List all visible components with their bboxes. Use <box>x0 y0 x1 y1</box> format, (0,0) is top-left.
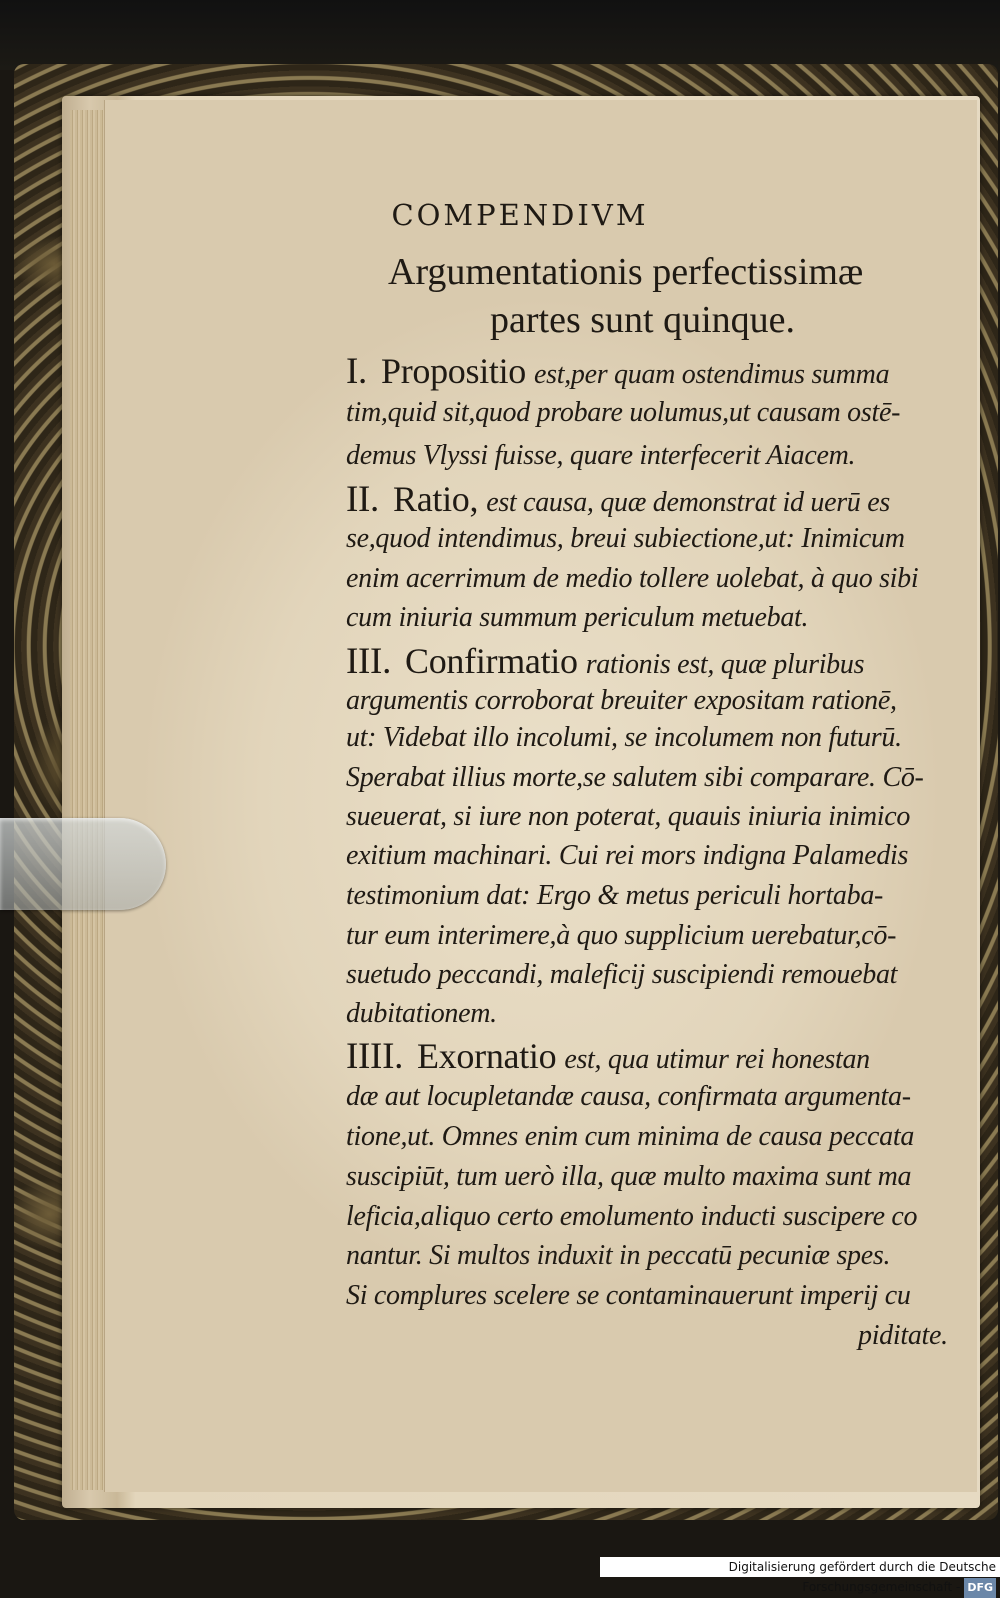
line-text: leficia,aliquo certo emolumento inducti suscipere co <box>346 1201 918 1232</box>
background-shadow <box>0 0 1000 70</box>
line-text: enim acerrimum de medio tollere uolebat, à quo sibi <box>346 563 919 594</box>
text-line <box>346 350 889 393</box>
section-number: III. <box>346 641 392 682</box>
section-term: Exornatio <box>417 1036 557 1076</box>
text-line <box>346 1035 870 1078</box>
line-text: dubitationem. <box>346 998 497 1029</box>
section-term: Confirmatio <box>405 641 578 681</box>
line-text: Sperabat illius morte,se salutem sibi comparare. Cō- <box>346 762 924 793</box>
text-line <box>346 920 896 952</box>
line-text: est, qua utimur rei honestan <box>564 1044 870 1075</box>
dfg-logo: DFG <box>964 1578 996 1598</box>
bookmark-tab <box>0 818 166 910</box>
page-edges <box>70 110 104 1490</box>
text-line <box>346 1280 911 1312</box>
text-line <box>346 563 918 595</box>
text-line <box>346 762 924 794</box>
text-line <box>346 801 910 833</box>
line-text: ut: Videbat illo incolumi, se incolumem non futurū. <box>346 722 902 753</box>
line-text: est,per quam ostendimus summa <box>534 359 890 390</box>
line-text: se,quod intendimus, breui subiectione,ut: Inimicum <box>346 523 905 554</box>
line-text: est causa, quæ demonstrat id uerū es <box>486 487 890 518</box>
line-text: testimonium dat: Ergo & metus periculi hortaba- <box>346 880 884 911</box>
digitization-footer <box>600 1557 1000 1594</box>
text-line <box>346 998 497 1030</box>
line-text: dæ aut locupletandæ causa, confirmata argumenta- <box>346 1081 911 1112</box>
text-line <box>346 959 897 991</box>
line-text: sueuerat, si iure non poterat, quauis iniuria inimico <box>346 801 911 832</box>
text-line <box>858 1320 948 1352</box>
text-line <box>346 722 902 754</box>
line-text: exitium machinari. Cui rei mors indigna Palamedis <box>346 840 909 871</box>
text-line <box>346 478 890 521</box>
text-line <box>346 1081 911 1113</box>
text-line <box>346 1161 911 1193</box>
section-number: IIII. <box>346 1036 404 1077</box>
text-line <box>346 1201 917 1233</box>
line-text: Si complures scelere se contaminauerunt imperij cu <box>346 1280 911 1311</box>
section-number: II. <box>346 479 379 520</box>
text-line <box>346 1240 890 1272</box>
footer-text: Digitalisierung gefördert durch die Deutsche Forschungsgemeinschaft - <box>728 1560 996 1594</box>
text-line <box>346 1121 914 1153</box>
line-text: rationis est, quæ pluribus <box>585 649 865 680</box>
running-header: COMPENDIVM <box>391 198 649 232</box>
line-text: nantur. Si multos induxit in peccatū pecuniæ spes. <box>346 1240 891 1271</box>
line-text: tione,ut. Omnes enim cum minima de causa peccata <box>346 1121 915 1152</box>
section-title-line-1: Argumentationis perfectissimæ <box>388 251 864 293</box>
section-number: I. <box>346 351 367 392</box>
text-line <box>346 440 855 472</box>
line-text: tur eum interimere,à quo supplicium uerebatur,cō- <box>346 920 897 951</box>
text-line <box>346 397 900 429</box>
text-line <box>346 602 808 634</box>
text-line <box>346 685 897 717</box>
line-text: tim,quid sit,quod probare uolumus,ut causam ostē- <box>346 397 901 428</box>
line-text: suscipiūt, tum uerò illa, quæ multo maxima sunt ma <box>346 1161 912 1192</box>
text-line <box>346 640 864 683</box>
section-term: Propositio <box>380 351 527 391</box>
line-text: cum iniuria summum periculum metuebat. <box>346 602 809 633</box>
line-text: demus Vlyssi fuisse, quare interfecerit Aiacem. <box>346 440 856 471</box>
section-term: Ratio, <box>393 479 479 519</box>
line-text: piditate. <box>858 1320 948 1351</box>
text-line <box>346 840 908 872</box>
text-line <box>346 523 905 555</box>
line-text: suetudo peccandi, maleficij suscipiendi remouebat <box>346 959 898 990</box>
section-title-line-2: partes sunt quinque. <box>490 299 796 341</box>
text-line <box>346 880 883 912</box>
line-text: argumentis corroborat breuiter expositam rationē, <box>346 685 897 716</box>
